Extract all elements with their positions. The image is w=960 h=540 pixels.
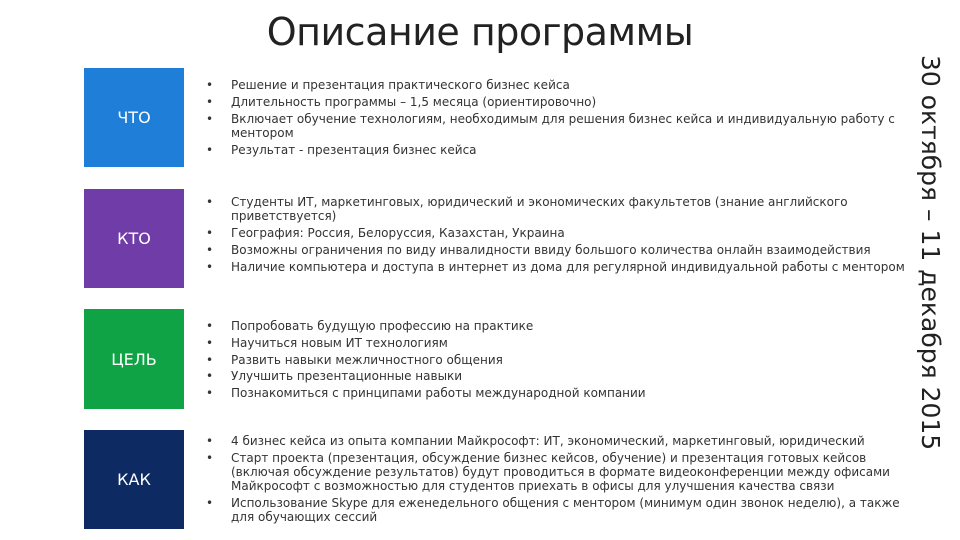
bullet-item: • Длительность программы – 1,5 месяца (ориентировочно) bbox=[206, 95, 906, 109]
bullet-item: • Улучшить презентационные навыки bbox=[206, 369, 906, 383]
bullet-item: • Возможны ограничения по виду инвалидности ввиду большого количества онлайн взаимодействия bbox=[206, 243, 906, 257]
bullet-item: • Включает обучение технологиям, необходимым для решения бизнес кейса и индивидуальную работу с ментором bbox=[206, 112, 906, 140]
page-title: Описание программы bbox=[266, 10, 694, 54]
bullet-item: • Решение и презентация практического бизнес кейса bbox=[206, 78, 906, 92]
section-label-text: ЦЕЛЬ bbox=[111, 349, 157, 369]
bullet-item: • Студенты ИТ, маркетинговых, юридический и экономических факультетов (знание английского приветствуется) bbox=[206, 195, 906, 223]
section-label-how bbox=[84, 430, 184, 529]
bullet-item: • Попробовать будущую профессию на практике bbox=[206, 319, 906, 333]
bullet-item: • Развить навыки межличностного общения bbox=[206, 353, 906, 367]
date-range-vertical: 30 октября – 11 декабря 2015 bbox=[916, 55, 945, 451]
section-what-bullets bbox=[206, 78, 906, 159]
section-label-text: КТО bbox=[117, 229, 151, 248]
bullet-item: • Познакомиться с принципами работы международной компании bbox=[206, 386, 906, 400]
bullet-item: • Научиться новым ИТ технологиям bbox=[206, 336, 906, 350]
section-label-text: КАК bbox=[117, 470, 151, 489]
section-label-who bbox=[84, 189, 184, 288]
bullet-item: • Результат - презентация бизнес кейса bbox=[206, 143, 906, 157]
section-label-what bbox=[84, 68, 184, 167]
section-label-goal bbox=[84, 309, 184, 409]
section-how-bullets bbox=[206, 434, 906, 527]
bullet-item: • Использование Skype для еженедельного общения с ментором (минимум один звонок неделю), а также для обучающих сессий bbox=[206, 496, 906, 524]
bullet-item: • Старт проекта (презентация, обсуждение бизнес кейсов, обучение) и презентация готовых кейсов (включая обсуждение результатов) будут проводиться в формате видеоконференции между офисами Майкрософт с возможностью для студентов приехать в офисы для улучшения качества связи bbox=[206, 451, 906, 494]
section-label-text: ЧТО bbox=[117, 108, 151, 127]
bullet-item: • Наличие компьютера и доступа в интернет из дома для регулярной индивидуальной работы с ментором bbox=[206, 260, 906, 274]
section-goal-bullets bbox=[206, 319, 906, 403]
section-who-bullets bbox=[206, 195, 906, 276]
bullet-item: • География: Россия, Белоруссия, Казахстан, Украина bbox=[206, 226, 906, 240]
bullet-item: • 4 бизнес кейса из опыта компании Майкрософт: ИТ, экономический, маркетинговый, юридический bbox=[206, 434, 906, 448]
